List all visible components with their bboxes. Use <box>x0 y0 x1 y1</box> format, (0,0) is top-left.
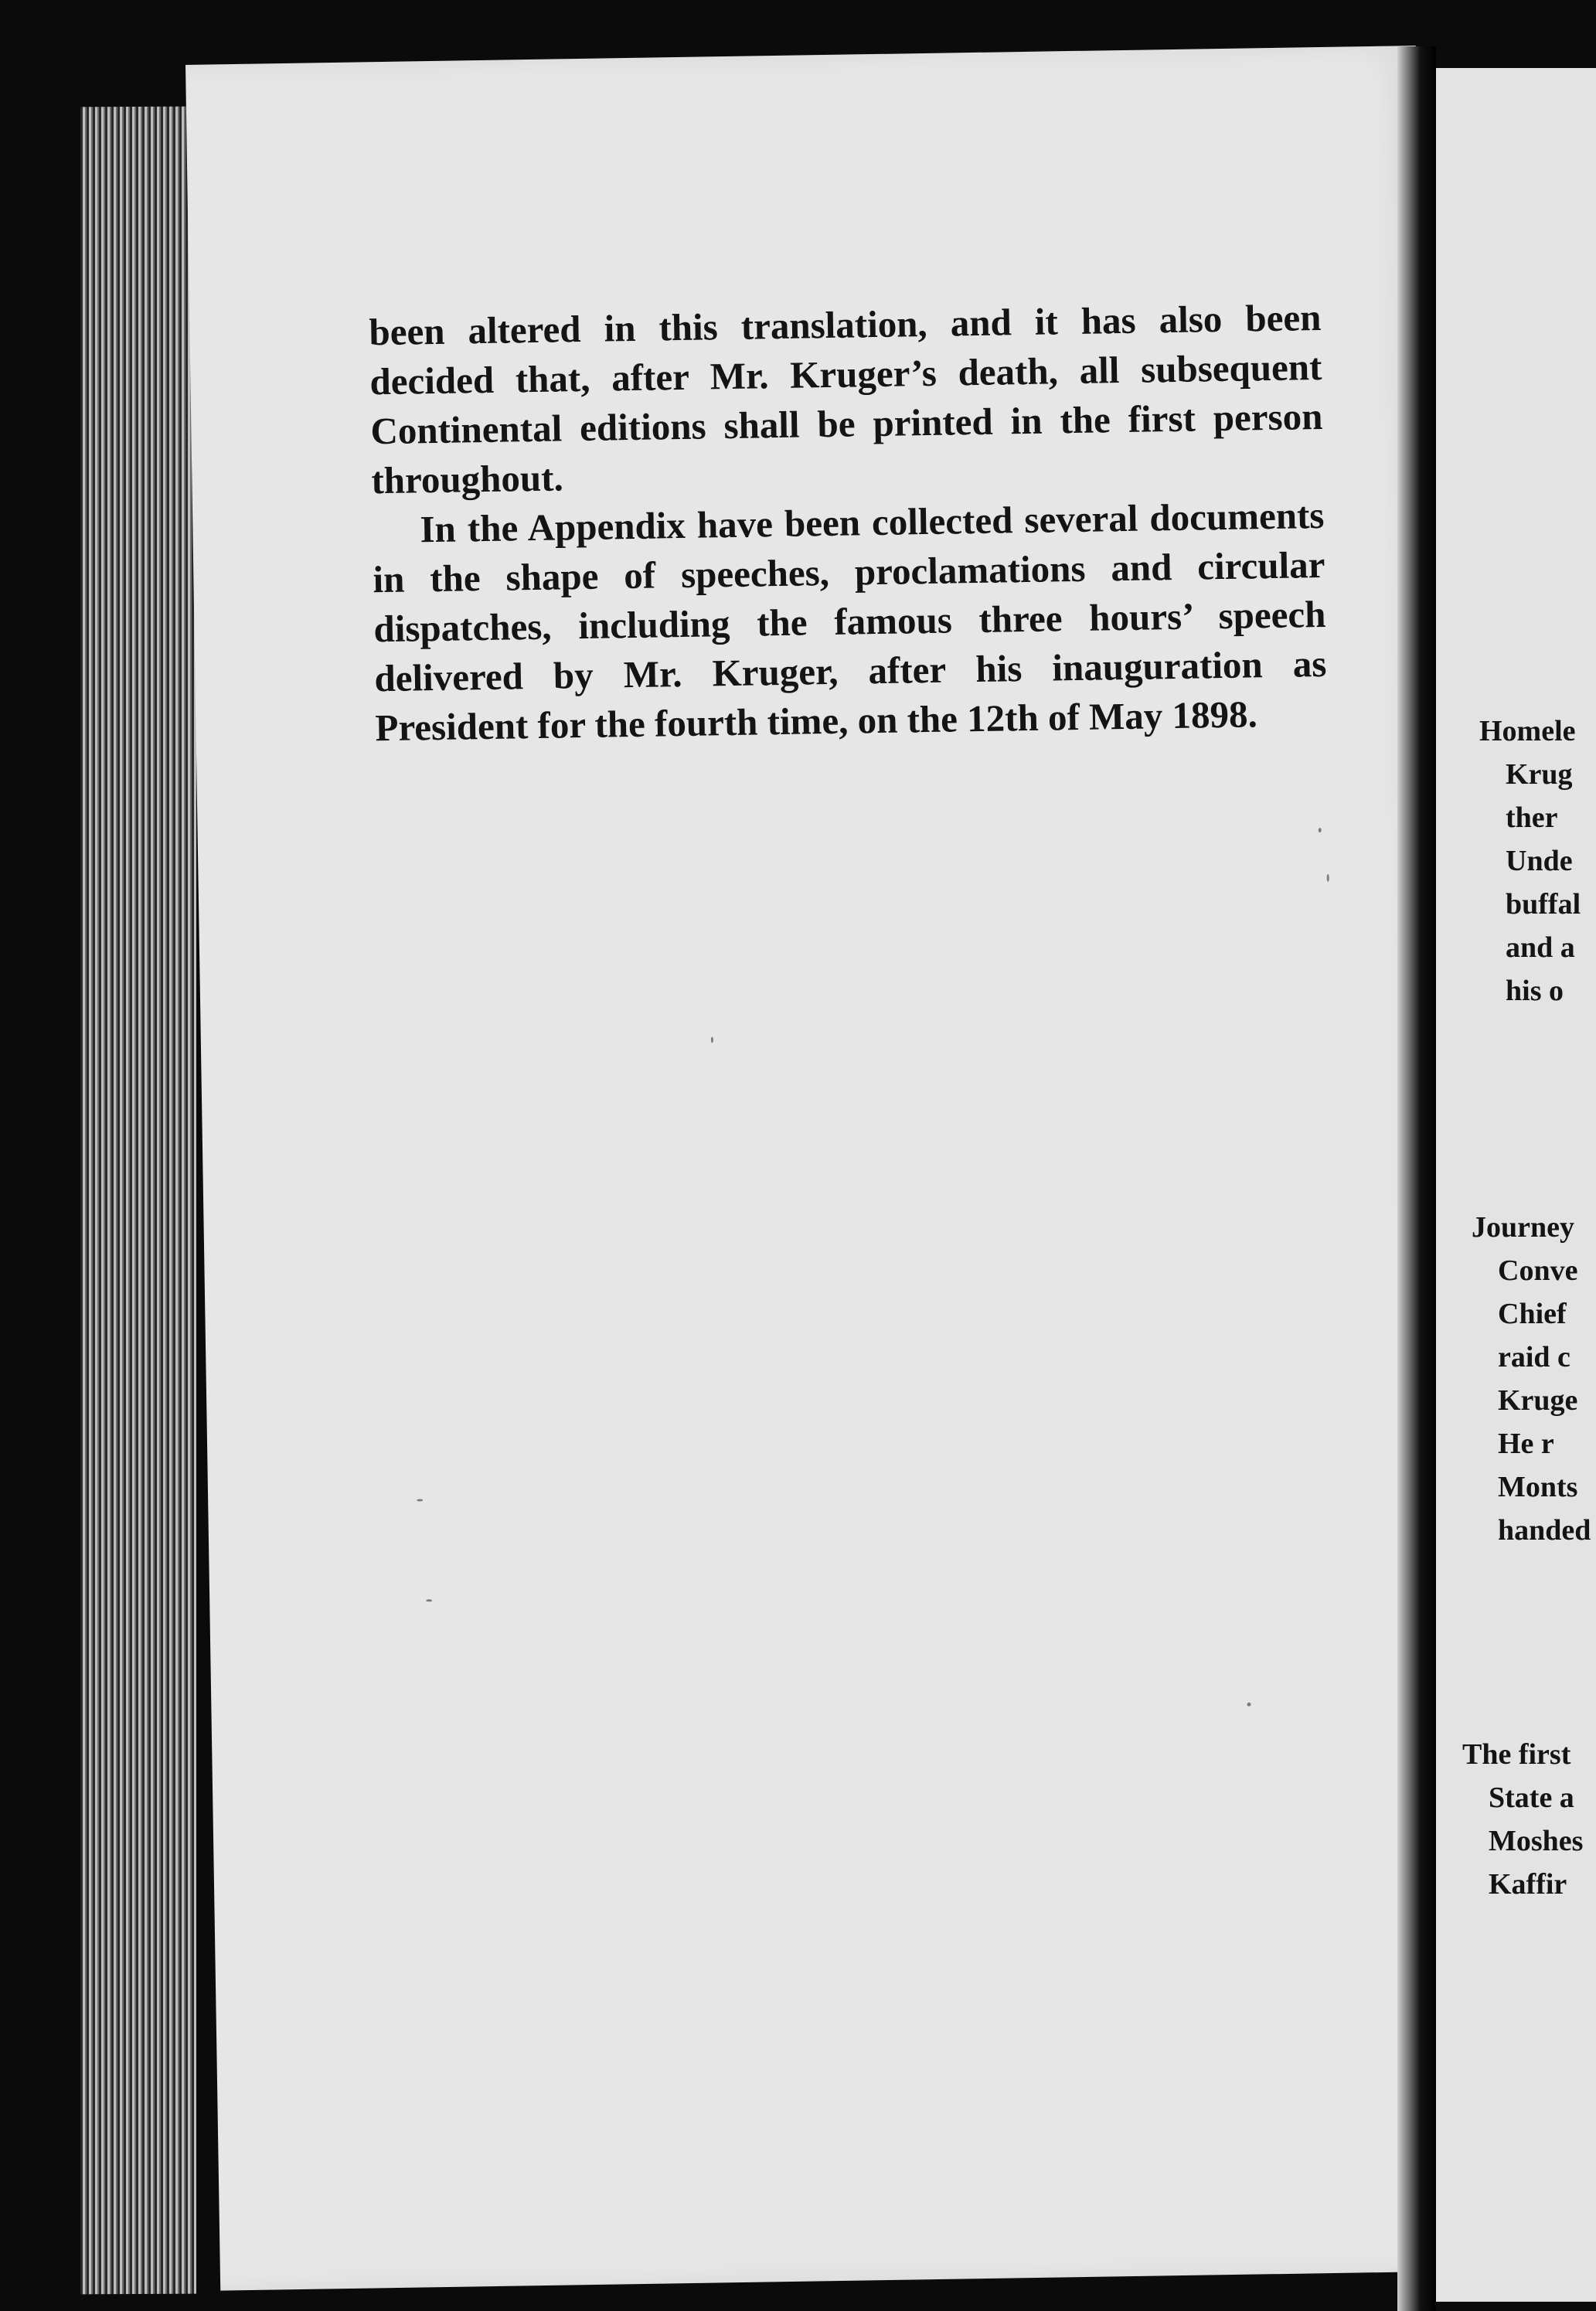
entry-line: Monts <box>1498 1471 1578 1503</box>
dust-speck <box>1319 828 1322 832</box>
entry-line: Moshes <box>1489 1825 1584 1857</box>
entry-line: Conve <box>1498 1254 1578 1287</box>
entry-line: buffal <box>1506 888 1581 921</box>
entry-line: raid c <box>1498 1341 1570 1373</box>
entry-line: and a <box>1506 931 1575 964</box>
page-edges <box>80 107 196 2295</box>
dust-speck <box>711 1036 713 1043</box>
entry-line: Journey <box>1472 1211 1574 1244</box>
entry-line: handed <box>1498 1514 1591 1547</box>
dust-speck <box>426 1599 432 1601</box>
entry-line: Kaffir <box>1489 1868 1567 1901</box>
contents-entry-1 <box>1479 710 1581 1013</box>
entry-line: He r <box>1498 1428 1554 1460</box>
entry-line: ther <box>1506 802 1558 834</box>
dust-speck <box>1327 874 1329 882</box>
entry-line: Krug <box>1506 758 1573 791</box>
right-page <box>1436 68 1596 2302</box>
entry-line: The first <box>1462 1738 1571 1771</box>
entry-line: his o <box>1506 975 1564 1007</box>
book-gutter <box>1397 46 1436 2311</box>
entry-line: Homele <box>1479 715 1576 747</box>
entry-line: Unde <box>1506 845 1573 877</box>
dust-speck <box>1247 1703 1251 1707</box>
entry-line: Kruge <box>1498 1384 1578 1417</box>
entry-line: State a <box>1489 1782 1574 1814</box>
body-text <box>369 293 1328 753</box>
contents-entry-2 <box>1472 1206 1591 1552</box>
paragraph-2: In the Appendix have been collected several documents in the shape of speeches, proclamations and circular dispatches, including the famous three hours’ speech delivered by Mr. Kruger, after his inauguration as President for the fourth time, on the 12th of May 1898. <box>373 493 1327 750</box>
contents-entry-3 <box>1462 1733 1583 1906</box>
entry-line: Chief <box>1498 1298 1567 1330</box>
left-page <box>185 46 1451 2291</box>
dust-speck <box>417 1499 423 1501</box>
paragraph-1: been altered in this translation, and it has also been decided that, after Mr. Kruger’s death, all subsequent Continental editions shall be printed in the first person throughout. <box>369 295 1323 502</box>
